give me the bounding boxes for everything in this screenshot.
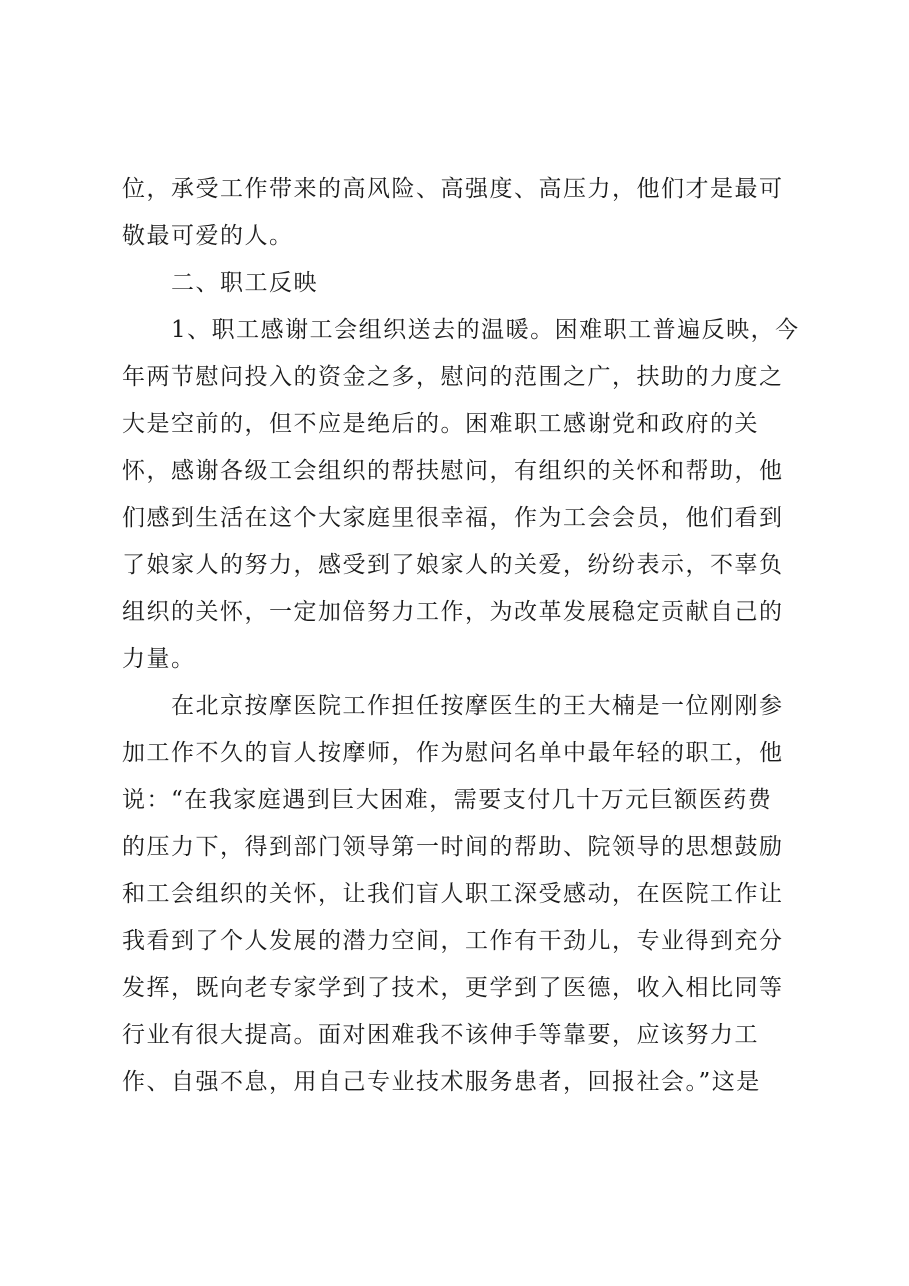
paragraph-line: 发挥，既向老专家学到了技术，更学到了医德，收入相比同等 [122, 975, 784, 1001]
paragraph-line: 位，承受工作带来的高风险、高强度、高压力，他们才是最可 [122, 176, 784, 202]
paragraph-line: 了娘家人的努力，感受到了娘家人的关爱，纷纷表示，不辜负 [122, 552, 784, 578]
paragraph-line: 加工作不久的盲人按摩师，作为慰问名单中最年轻的职工，他 [122, 740, 784, 766]
paragraph-line: 大是空前的，但不应是绝后的。困难职工感谢党和政府的关 [122, 411, 759, 437]
paragraph-line: 力量。 [122, 646, 196, 672]
paragraph-line: 怀，感谢各级工会组织的帮扶慰问，有组织的关怀和帮助，他 [122, 458, 784, 484]
paragraph-line: 行业有很大提高。面对困难我不该伸手等靠要，应该努力工 [122, 1022, 759, 1048]
paragraph-line: 说：“在我家庭遇到巨大困难，需要支付几十万元巨额医药费 [122, 787, 773, 813]
paragraph-line: 组织的关怀，一定加倍努力工作，为改革发展稳定贡献自己的 [122, 599, 784, 625]
paragraph-line: 作、自强不息，用自己专业技术服务患者，回报社会。”这是 [122, 1069, 761, 1095]
paragraph-line: 们感到生活在这个大家庭里很幸福，作为工会会员，他们看到 [122, 505, 784, 531]
paragraph-line: 的压力下，得到部门领导第一时间的帮助、院领导的思想鼓励 [122, 834, 784, 860]
paragraph-line: 和工会组织的关怀，让我们盲人职工深受感动，在医院工作让 [122, 881, 784, 907]
paragraph-line: 我看到了个人发展的潜力空间，工作有干劲儿，专业得到充分 [122, 928, 784, 954]
document-body [122, 166, 802, 1106]
paragraph-line: 在北京按摩医院工作担任按摩医生的王大楠是一位刚刚参 [171, 693, 784, 719]
section-heading: 二、职工反映 [171, 270, 318, 296]
paragraph-line: 1、职工感谢工会组织送去的温暖。困难职工普遍反映，今 [171, 317, 800, 343]
paragraph-line: 敬最可爱的人。 [122, 223, 294, 249]
paragraph-line: 年两节慰问投入的资金之多，慰问的范围之广，扶助的力度之 [122, 364, 784, 390]
